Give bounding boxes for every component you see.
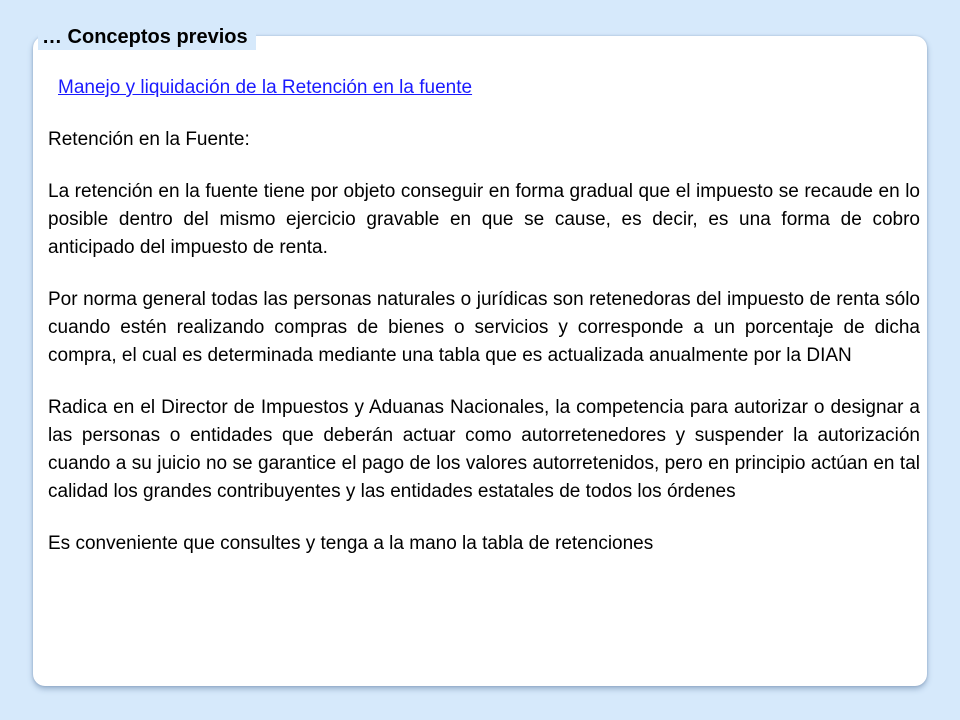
- closing-sentence: Es conveniente que consultes y tenga a la mano la tabla de retenciones: [48, 533, 654, 554]
- slide-title: … Conceptos previos: [38, 24, 256, 50]
- paragraph-director: Radica en el Director de Impuestos y Aduanas Nacionales, la competencia para autorizar o designar a las personas o entidades que deberán actuar como autorretenedores y suspender la autorización cuando a su juicio no se garantice el pago de los valores autorretenidos, pero en principio actúan en tal calidad los grandes contribuyentes y las entidades estatales de todos los órdenes: [48, 397, 920, 502]
- paragraph-definition: La retención en la fuente tiene por objeto conseguir en forma gradual que el impuesto se recaude en lo posible dentro del mismo ejercicio gravable en que se cause, es decir, es una forma de cobro anticipado del impuesto de renta.: [48, 181, 920, 258]
- slide-body: [48, 126, 920, 558]
- paragraph-general-rule: Por norma general todas las personas naturales o jurídicas son retenedoras del impuesto de renta sólo cuando estén realizando compras de bienes o servicios y corresponde a un porcentaje de dicha compra, el cual es determinada mediante una tabla que es actualizada anualmente por la DIAN: [48, 289, 920, 366]
- retencion-link[interactable]: Manejo y liquidación de la Retención en la fuente: [58, 77, 473, 98]
- section-subheading: Retención en la Fuente:: [48, 129, 250, 150]
